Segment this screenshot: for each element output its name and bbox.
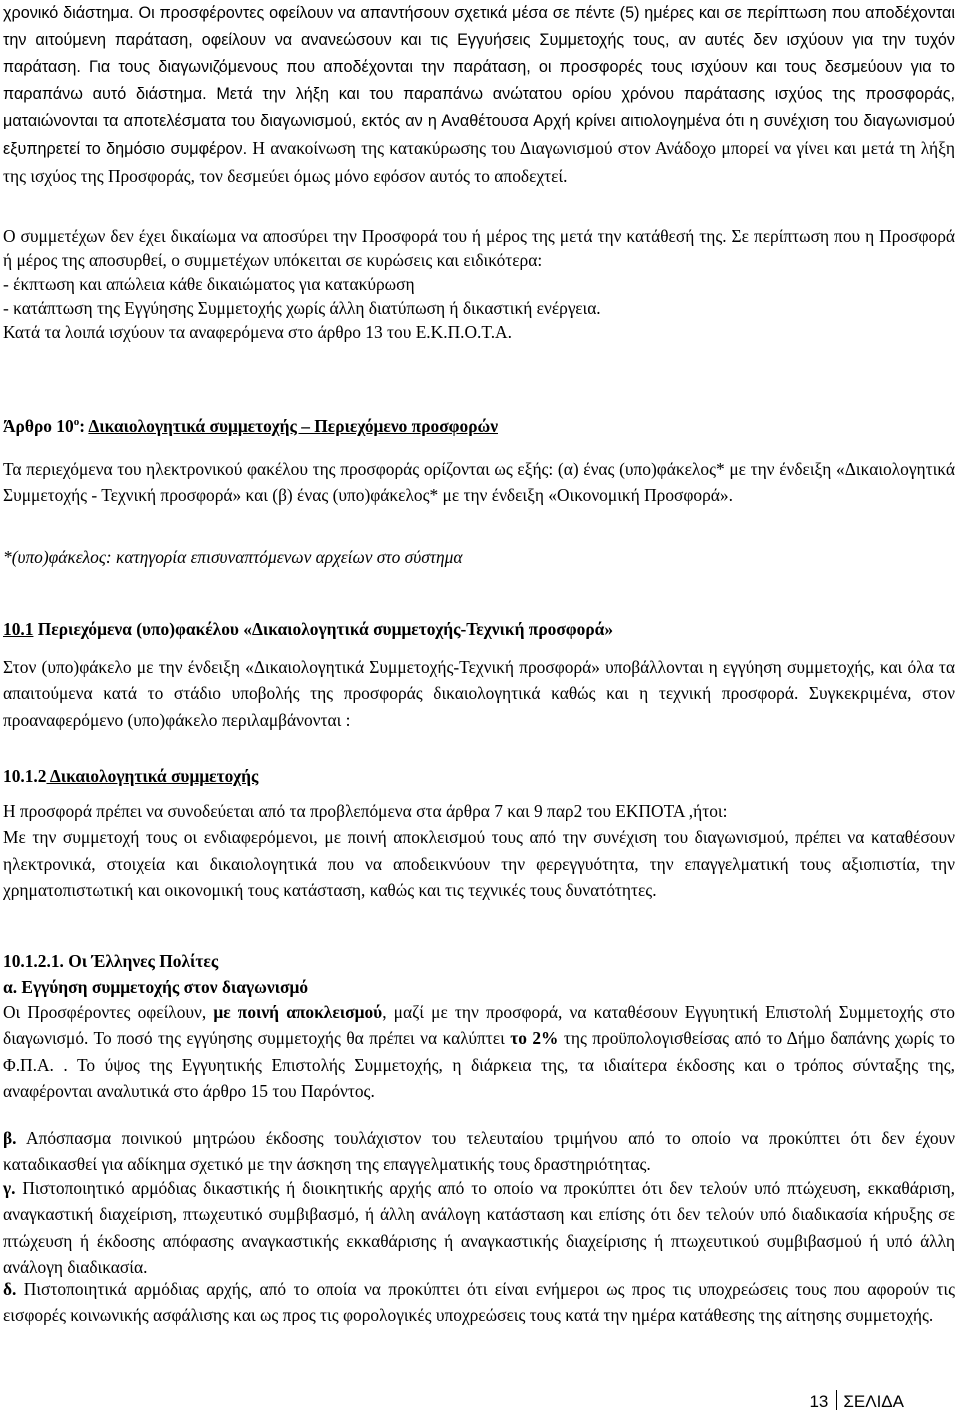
article-colon: : [79, 415, 89, 436]
article-prefix: Άρθρο 10 [3, 415, 74, 436]
article-10-footnote: *(υπο)φάκελος: κατηγορία επισυναπτόμενων αρχείων στο σύστημα [3, 547, 463, 567]
item-d-text [3, 1276, 955, 1329]
item-a-text [3, 999, 955, 1104]
paragraph-extension-continuation [3, 0, 955, 191]
item-a-bold-percent: το 2% [510, 1028, 559, 1049]
item-b-body: Απόσπασμα ποινικού μητρώου έκδοσης τουλάχιστον του τελευταίου τριμήνου από το οποίο να προκύπτει ότι δεν έχουν καταδικασθεί για αδίκημα σχετικό με την άσκηση της επαγγελματικής τους δραστηριότητας. [3, 1128, 955, 1175]
section-10-1-number: 10.1 [3, 619, 34, 639]
section-10-1-text: Στον (υπο)φάκελο με την ένδειξη «Δικαιολογητικά Συμμετοχής-Τεχνική προσφορά» υποβάλλονται η εγγύηση συμμετοχής, και όλα τα απαιτούμενα κατά το στάδιο υποβολής της προσφοράς δικαιολογητικά καθώς και η τεχνική προσφορά. Συγκεκριμένα, στον προαναφερόμενο (υπο)φάκελο περιλαμβάνονται : [3, 657, 955, 730]
item-a-bold-penalty: με ποινή αποκλεισμού [213, 1002, 383, 1022]
section-10-1-title: Περιεχόμενα (υπο)φακέλου «Δικαιολογητικά συμμετοχής-Τεχνική προσφορά» [33, 619, 614, 639]
paragraph-serif-text: Η ανακοίνωση της κατακύρωσης του Διαγωνισμού στον Ανάδοχο μπορεί να γίνει και μετά τη λήξη της ισχύος της Προσφοράς, τον δεσμεύει όμως μόνο εφόσον αυτός το αποδεχτεί. [3, 138, 955, 186]
item-a-text-part-3: της προϋπολογισθείσας από το Δήμο δαπάνης χωρίς το Φ.Π.Α. . Το ύψος της Εγγυητικής Επιστολής Συμμετοχής, η διάρκεια της, τα ιδιαίτερα έκδοσης και ο τρόπος σύνταξης της, αναφέρονται αναλυτικά στο άρθρο 15 του Παρόντος. [3, 1028, 955, 1101]
page-footer [809, 1390, 904, 1413]
withdrawal-closing: Κατά τα λοιπά ισχύουν τα αναφερόμενα στο άρθρο 13 του Ε.Κ.Π.Ο.Τ.Α. [3, 322, 512, 342]
section-10-1-heading [3, 617, 613, 641]
section-10-1-2-text: Με την συμμετοχή τους οι ενδιαφερόμενοι, με ποινή αποκλεισμού τους από την συνέχιση του διαγωνισμού, πρέπει να καταθέσουν ηλεκτρονικά, στοιχεία και δικαιολογητικά που να αποδεικνύουν την φερεγγυότητα, την επαγγελματική τους αξιοπιστία, την χρηματοπιστωτική και οικονομική τους κατάσταση, καθώς και τις τεχνικές τους δυνατότητες. [3, 827, 955, 900]
withdrawal-item-1: - έκπτωση και απώλεια κάθε δικαιώματος για κατακύρωση [3, 274, 415, 294]
item-d-label: δ. [3, 1279, 17, 1299]
item-d-body: Πιστοποιητικά αρμόδιας αρχής, από το οποία να προκύπτει ότι είναι ενήμεροι ως προς τις υποχρεώσεις τους που αφορούν τις εισφορές κοινωνικής ασφάλισης και ως προς τις φορολογικές υποχρεώσεις τους κατά την ημέρα κατάθεσης της αίτησης συμμετοχής. [3, 1279, 955, 1326]
paragraph-sans-text: χρονικό διάστημα. Οι προσφέροντες οφείλουν να απαντήσουν σχετικά μέσα σε πέντε (5) ημέρες και σε περίπτωση που αποδέχονται την αιτούμενη παράταση, οφείλουν να ανανεώσουν και τις Εγγυήσεις Συμμετοχής τους, αν αυτές δεν ισχύουν για την τυχόν παράταση. Για τους διαγωνιζόμενους που αποδέχονται την παράταση, οι προσφορές τους ισχύουν και τους δεσμεύουν για το παραπάνω αυτό διάστημα. Μετά την λήξη και του παραπάνω ανώτατου ορίου χρόνου παράτασης ισχύος της προσφοράς, ματαιώνονται τα αποτελέσματα του διαγωνισμού, εκτός αν η Αναθέτουσα Αρχή κρίνει αιτιολογημένα ότι η συνέχιση του διαγωνισμού εξυπηρετεί το δημόσιο συμφέρον. [3, 4, 955, 158]
item-a-text-part-1: Οι Προσφέροντες οφείλουν, [3, 1002, 214, 1022]
paragraph-withdrawal [3, 224, 955, 344]
page-number: 13 [809, 1392, 829, 1411]
footer-divider [836, 1390, 837, 1410]
article-10-intro: Τα περιεχόμενα του ηλεκτρονικού φακέλου της προσφοράς ορίζονται ως εξής: (α) ένας (υπο)φάκελος* με την ένδειξη «Δικαιολογητικά Συμμετοχής - Τεχνική προσφορά» και (β) ένας (υπο)φάκελος* με την ένδειξη «Οικονομική Προσφορά». [3, 459, 955, 506]
item-a-heading: α. Εγγύηση συμμετοχής στον διαγωνισμό [3, 977, 309, 997]
section-10-1-2-body [3, 798, 955, 903]
item-c-label: γ. [3, 1178, 16, 1198]
item-a-text-part-2: , μαζί με την προσφορά, να καταθέσουν Εγγυητική Επιστολή Συμμετοχής στο διαγωνισμό. Το ποσό της εγγύησης συμμετοχής θα πρέπει να καλύπτει [3, 1002, 955, 1049]
item-c-body: Πιστοποιητικό αρμόδιας δικαστικής ή διοικητικής αρχής από το οποίο να προκύπτει ότι δεν τελούν υπό πτώχευση, εκκαθάριση, αναγκαστική διαχείριση, πτωχευτικό συμβιβασμό, ή άλλη ανάλογη κατάσταση και επίσης ότι δεν τελούν υπό διαδικασία κήρυξης σε πτώχευση ή έκδοσης απόφασης αναγκαστικής εκκαθάρισης ή αναγκαστικής διαχείρισης ή πτωχευτικού συμβιβασμού ή υπό άλλη ανάλογη διαδικασία. [3, 1178, 955, 1277]
section-10-1-2-number: 10.1.2 [3, 766, 47, 786]
article-title: Δικαιολογητικά συμμετοχής – Περιεχόμενο προσφορών [88, 415, 498, 436]
section-10-1-2-line-1: Η προσφορά πρέπει να συνοδεύεται από τα προβλεπόμενα στα άρθρα 7 και 9 παρ2 του ΕΚΠΟΤΑ ,ήτοι: [3, 801, 728, 821]
article-degree: ο [73, 416, 80, 428]
item-b-text [3, 1125, 955, 1178]
withdrawal-item-2: - κατάπτωση της Εγγύησης Συμμετοχής χωρίς άλλη διατύπωση ή δικαστική ενέργεια. [3, 298, 601, 318]
withdrawal-text: Ο συμμετέχων δεν έχει δικαίωμα να αποσύρει την Προσφορά του ή μέρος της μετά την κατάθεσή της. Σε περίπτωση που η Προσφορά ή μέρος της αποσυρθεί, ο συμμετέχων υπόκειται σε κυρώσεις και ειδικότερα: [3, 226, 955, 270]
section-10-1-2-1-heading: 10.1.2.1. Οι Έλληνες Πολίτες [3, 951, 219, 971]
item-c-text [3, 1175, 955, 1280]
page-label: ΣΕΛΙΔΑ [843, 1392, 904, 1411]
section-10-1-2-heading [3, 764, 258, 788]
section-10-1-2-title: Δικαιολογητικά συμμετοχής [46, 766, 259, 786]
item-b-label: β. [3, 1128, 17, 1148]
article-10-heading [3, 410, 498, 438]
